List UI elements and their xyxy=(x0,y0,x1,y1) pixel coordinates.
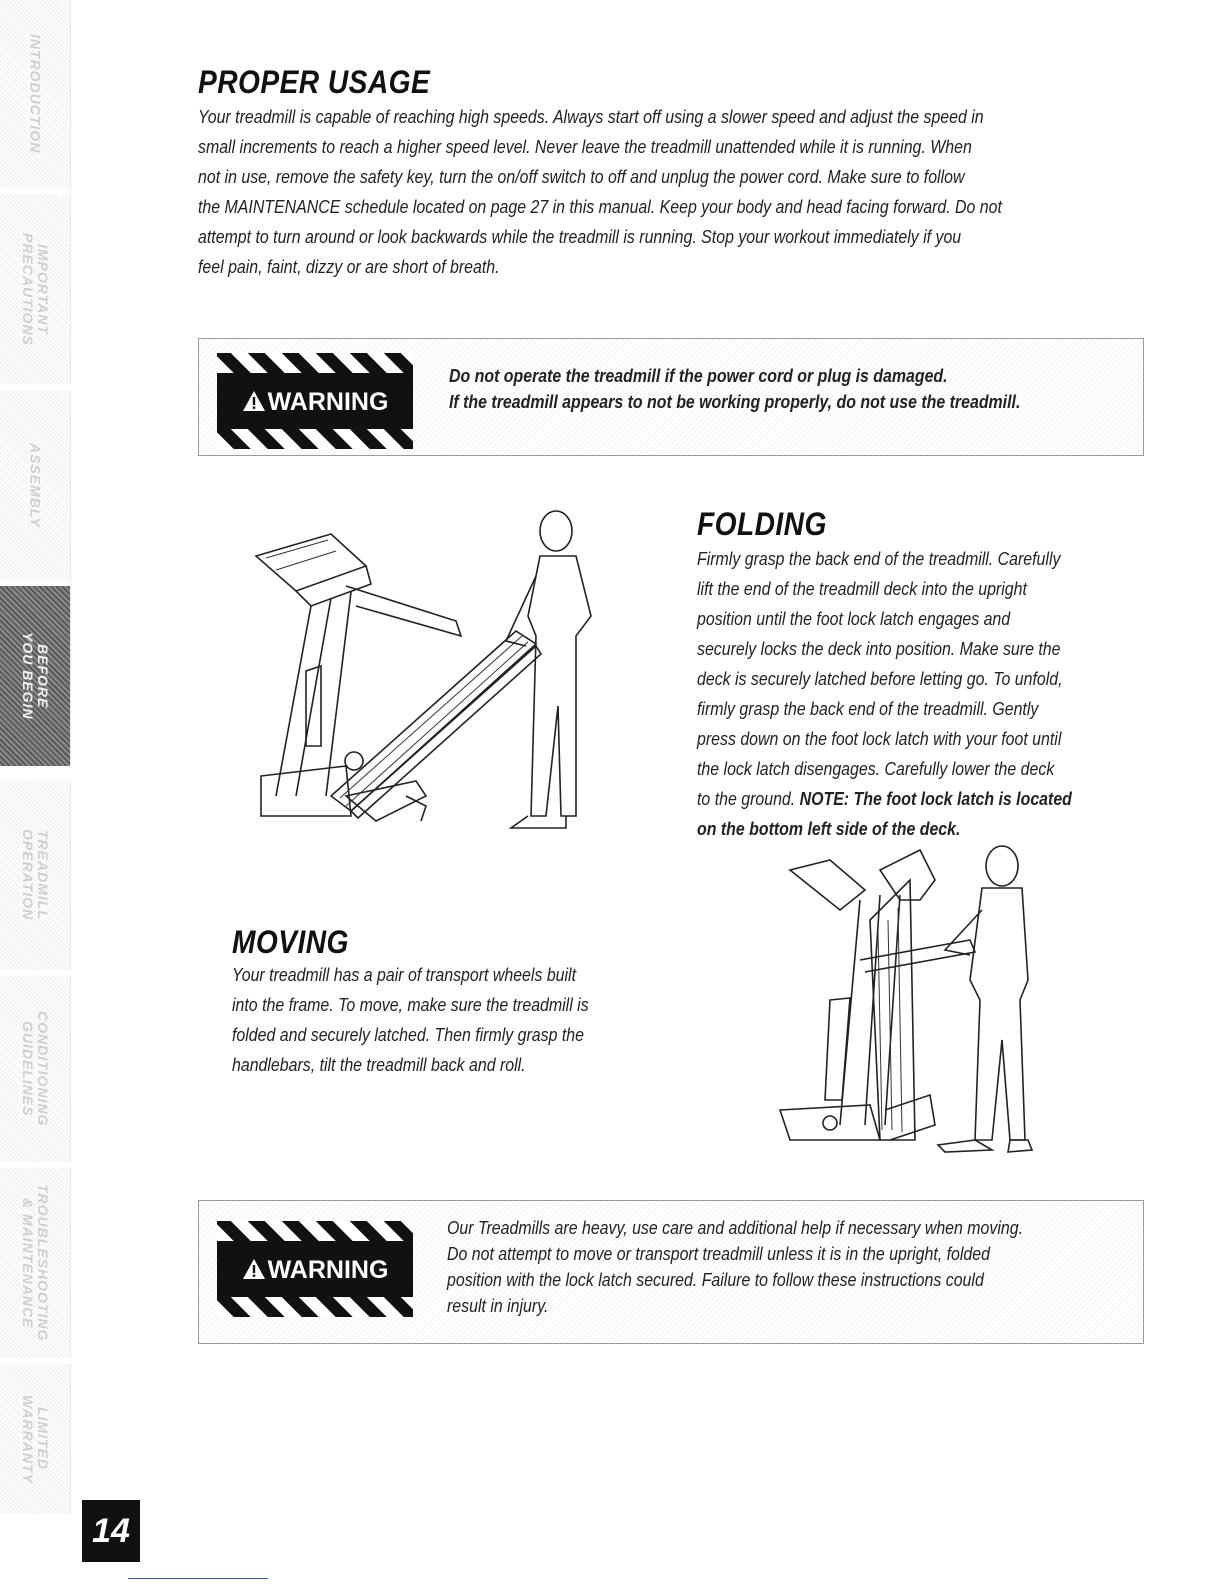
warning-triangle-icon xyxy=(242,1258,266,1280)
hazard-stripes xyxy=(217,1297,413,1317)
moving-illustration xyxy=(770,840,1060,1160)
text-line: feel pain, faint, dizzy or are short of breath. xyxy=(198,256,500,277)
moving-text xyxy=(232,960,662,1080)
text-line: not in use, remove the safety key, turn the on/off switch to off and unplug the power cord. Make sure to follow xyxy=(198,166,965,187)
tab-conditioning-guidelines[interactable] xyxy=(0,976,71,1162)
section-tabs xyxy=(0,0,72,1584)
tab-introduction[interactable] xyxy=(0,0,71,188)
warning-text xyxy=(447,1215,1126,1319)
text-line: attempt to turn around or look backwards while the treadmill is running. Stop your workout immediately if you xyxy=(198,226,962,247)
hazard-stripes xyxy=(217,353,413,373)
tab-label: ASSEMBLY xyxy=(27,442,44,528)
tab-label: TROUBLESHOOTING & MAINTENANCE xyxy=(20,1184,51,1342)
warning-label xyxy=(217,1253,413,1287)
text-line: If the treadmill appears to not be working properly, do not use the treadmill. xyxy=(449,391,1021,412)
tab-assembly[interactable] xyxy=(0,390,71,580)
tab-troubleshooting-maintenance[interactable] xyxy=(0,1168,71,1358)
text-line: result in injury. xyxy=(447,1295,549,1316)
tab-label: CONDITIONING GUIDELINES xyxy=(20,1011,51,1127)
text-line: handlebars, tilt the treadmill back and roll. xyxy=(232,1054,526,1075)
text-line: Do not operate the treadmill if the power cord or plug is damaged. xyxy=(449,365,948,386)
proper-usage-heading: PROPER USAGE xyxy=(198,64,431,100)
text-line: deck is securely latched before letting go. To unfold, xyxy=(697,668,1063,689)
text-line: position with the lock latch secured. Failure to follow these instructions could xyxy=(447,1269,984,1290)
note-text: NOTE: The foot lock latch is located xyxy=(799,788,1072,809)
text-line: press down on the foot lock latch with your foot until xyxy=(697,728,1062,749)
warning-box-power xyxy=(198,338,1144,456)
tab-label: INTRODUCTION xyxy=(27,34,44,154)
proper-usage-text xyxy=(198,102,1127,282)
text-line: Our Treadmills are heavy, use care and additional help if necessary when moving. xyxy=(447,1217,1024,1238)
warning-badge xyxy=(217,353,413,449)
hazard-stripes xyxy=(217,429,413,449)
text-line: firmly grasp the back end of the treadmill. Gently xyxy=(697,698,1039,719)
text-line: the lock latch disengages. Carefully lower the deck xyxy=(697,758,1055,779)
text-line: into the frame. To move, make sure the treadmill is xyxy=(232,994,589,1015)
text-line: Firmly grasp the back end of the treadmill. Carefully xyxy=(697,548,1061,569)
warning-word: WARNING xyxy=(267,388,389,416)
tab-before-you-begin[interactable] xyxy=(0,586,71,766)
warning-text xyxy=(449,363,1103,415)
warning-triangle-icon xyxy=(242,390,266,412)
text-line: the MAINTENANCE schedule located on page 27 in this manual. Keep your body and head facing forward. Do not xyxy=(198,196,1002,217)
tab-label: BEFORE YOU BEGIN xyxy=(20,632,51,720)
moving-heading: MOVING xyxy=(232,924,349,960)
text-line: Do not attempt to move or transport treadmill unless it is in the upright, folded xyxy=(447,1243,990,1264)
tab-label: LIMITED WARRANTY xyxy=(20,1394,51,1484)
folding-illustration xyxy=(236,496,626,836)
note-text-line2: on the bottom left side of the deck. xyxy=(697,818,961,839)
warning-box-moving xyxy=(198,1200,1144,1344)
text-line: securely locks the deck into position. Make sure the xyxy=(697,638,1061,659)
text-line: folded and securely latched. Then firmly grasp the xyxy=(232,1024,584,1045)
bottom-rule xyxy=(128,1578,268,1579)
folding-text xyxy=(697,544,1124,844)
text-line: Your treadmill has a pair of transport wheels built xyxy=(232,964,577,985)
warning-label xyxy=(217,385,413,419)
text-line: small increments to reach a higher speed level. Never leave the treadmill unattended while it is running. When xyxy=(198,136,972,157)
tab-important-precautions[interactable] xyxy=(0,194,71,384)
text-line: position until the foot lock latch engages and xyxy=(697,608,1011,629)
tab-treadmill-operation[interactable] xyxy=(0,780,71,970)
tab-limited-warranty[interactable] xyxy=(0,1364,71,1514)
warning-word: WARNING xyxy=(267,1256,389,1284)
hazard-stripes xyxy=(217,1221,413,1241)
text-line: lift the end of the treadmill deck into the upright xyxy=(697,578,1027,599)
tab-label: TREADMILL OPERATION xyxy=(20,829,51,921)
text-fragment: to the ground. xyxy=(697,788,796,809)
text-line xyxy=(697,784,1124,814)
warning-badge xyxy=(217,1221,413,1317)
page-number: 14 xyxy=(82,1500,140,1562)
text-line: Your treadmill is capable of reaching high speeds. Always start off using a slower speed and adjust the speed in xyxy=(198,106,984,127)
folding-heading: FOLDING xyxy=(697,506,827,542)
tab-label: IMPORTANT PRECAUTIONS xyxy=(20,232,51,346)
